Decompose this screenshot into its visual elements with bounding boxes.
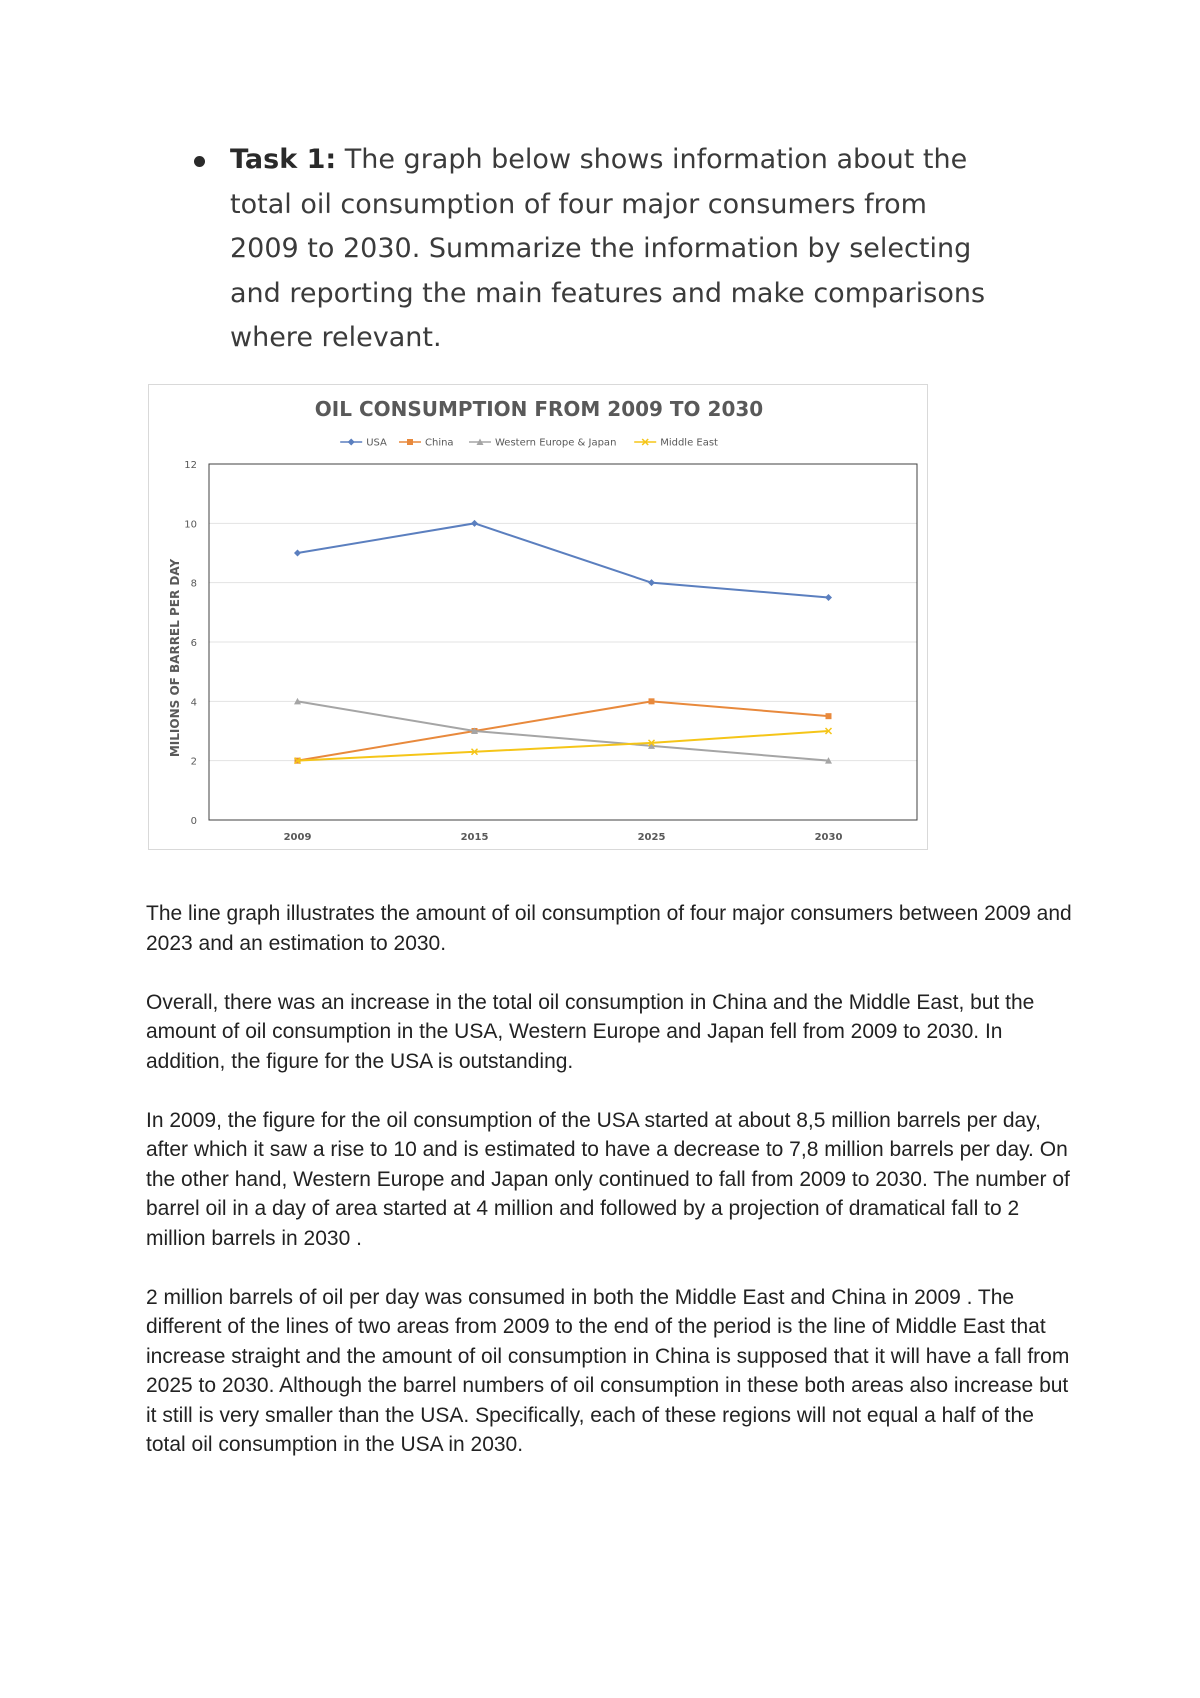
y-tick-label: 4 bbox=[190, 697, 197, 709]
legend-label: Middle East bbox=[660, 437, 718, 449]
x-tick-label: 2009 bbox=[283, 832, 312, 843]
chart-legend bbox=[340, 438, 718, 449]
legend-label: China bbox=[425, 437, 454, 449]
data-point bbox=[825, 594, 832, 601]
essay-text bbox=[146, 899, 1076, 1489]
essay-paragraph: The line graph illustrates the amount of oil consumption of four major consumers between 2009 and 2023 and an estimation to 2030. bbox=[146, 902, 1072, 955]
essay-paragraph: In 2009, the figure for the oil consumption of the USA started at about 8,5 million barrels per day, after which it saw a rise to 10 and is estimated to have a decrease to 7,8 million barrels per day. On the other hand, Western Europe and Japan only continued to fall from 2009 to 2030. The number of barrel oil in a day of area started at 4 million and followed by a projection of dramatical fall to 2 million barrels in 2030 . bbox=[146, 1108, 1070, 1250]
series-middle-east bbox=[295, 728, 832, 764]
x-tick-label: 2025 bbox=[637, 832, 666, 843]
essay-paragraph: Overall, there was an increase in the total oil consumption in China and the Middle East, but the amount of oil consumption in the USA, Western Europe and Japan fell from 2009 to 2030. In addition, the figure for the USA is outstanding. bbox=[146, 990, 1035, 1073]
x-tick-label: 2015 bbox=[460, 832, 489, 843]
data-point bbox=[471, 520, 478, 527]
task-prompt bbox=[190, 138, 990, 361]
essay-paragraph: 2 million barrels of oil per day was consumed in both the Middle East and China in 2009 . The different of the lines of two areas from 2009 to the end of the period is the line of Middle East that increase straight and the amount of oil consumption in China is supposed that it will have a fall from 2025 to 2030. Although the barrel numbers of oil consumption in these both areas also increase but it still is very smaller than the USA. Specifically, each of these regions will not equal a half of the total oil consumption in the USA in 2030. bbox=[146, 1285, 1070, 1456]
series-line bbox=[298, 523, 829, 597]
data-point bbox=[348, 439, 355, 446]
y-tick-label: 8 bbox=[190, 578, 197, 590]
series-line bbox=[298, 731, 829, 761]
chart-container bbox=[148, 384, 928, 850]
legend-item bbox=[634, 438, 718, 449]
y-tick-label: 0 bbox=[190, 816, 197, 827]
x-tick-label: 2030 bbox=[814, 832, 843, 843]
chart-title: OIL CONSUMPTION FROM 2009 TO 2030 bbox=[314, 397, 764, 421]
data-point bbox=[294, 550, 301, 557]
task-label: Task 1: bbox=[230, 144, 337, 175]
legend-label: Western Europe & Japan bbox=[495, 437, 617, 449]
series-line bbox=[298, 701, 829, 760]
data-point bbox=[407, 439, 413, 445]
legend-label: USA bbox=[366, 437, 387, 449]
bullet-icon bbox=[194, 156, 205, 167]
task-text: The graph below shows information about the total oil consumption of four major consumers from 2009 to 2030. Summarize the information by selecting and reporting the main features and make comparisons where relevant. bbox=[230, 144, 986, 353]
series-western-europe-japan bbox=[294, 698, 832, 764]
y-axis-label: MILIONS OF BARREL PER DAY bbox=[168, 558, 182, 758]
series-usa bbox=[294, 520, 832, 601]
data-point bbox=[648, 579, 655, 586]
y-tick-label: 12 bbox=[184, 460, 197, 471]
legend-item bbox=[340, 438, 387, 449]
chart-grid bbox=[209, 523, 917, 760]
y-tick-label: 2 bbox=[190, 756, 197, 768]
y-tick-label: 6 bbox=[190, 638, 197, 649]
y-axis-ticks bbox=[184, 460, 197, 827]
oil-consumption-chart bbox=[149, 385, 929, 851]
data-point bbox=[649, 698, 655, 704]
legend-item bbox=[469, 438, 616, 449]
x-axis-ticks bbox=[284, 832, 843, 843]
y-tick-label: 10 bbox=[184, 519, 197, 531]
data-point bbox=[826, 713, 832, 719]
legend-item bbox=[399, 438, 454, 449]
